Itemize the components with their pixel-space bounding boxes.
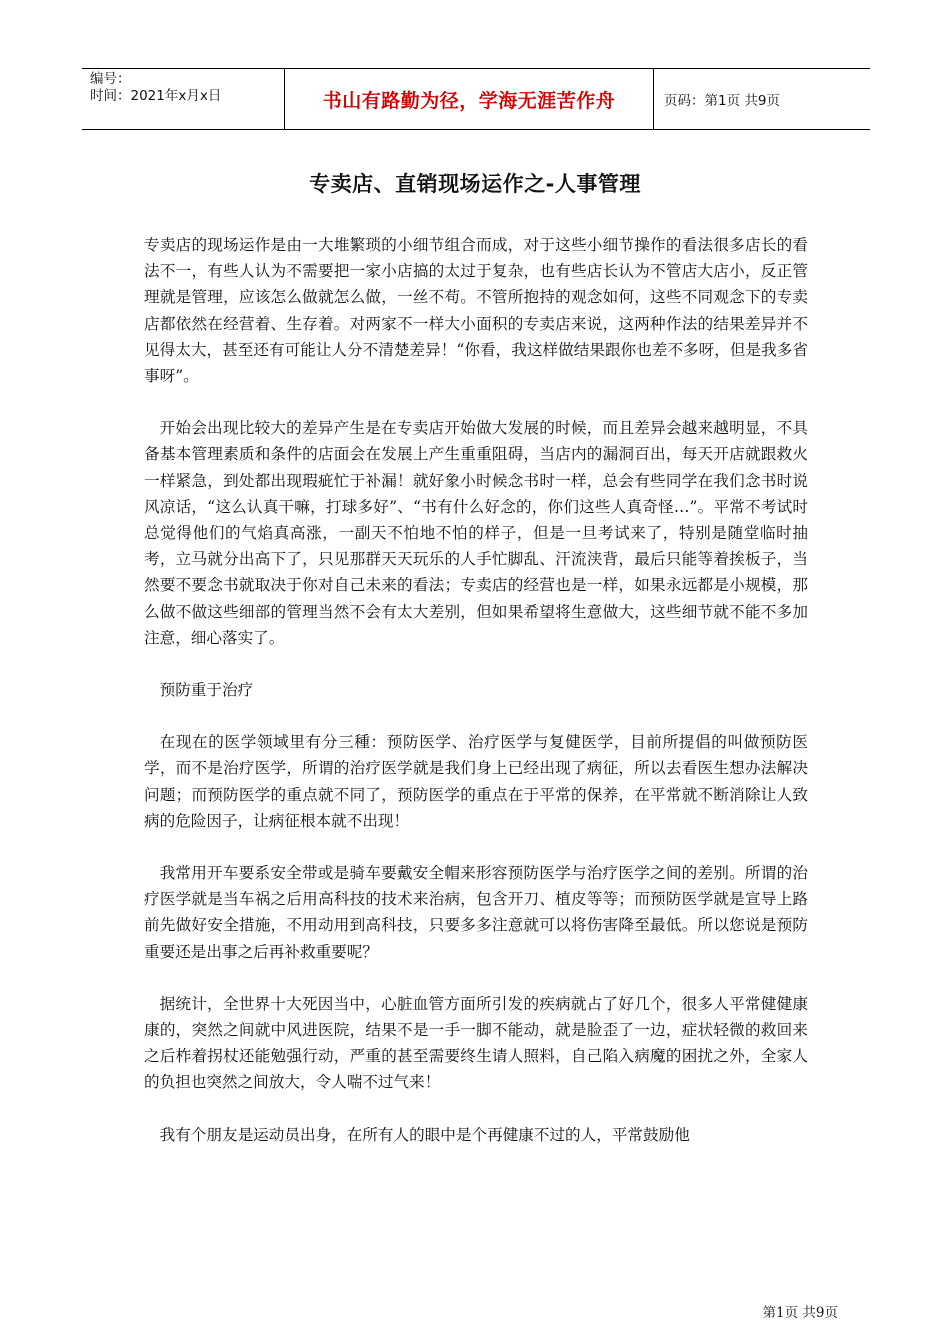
document-number-label: 编号： xyxy=(90,71,131,87)
section-heading: 预防重于治疗 xyxy=(159,681,254,700)
document-title: 专卖店、直销现场运作之-人事管理 xyxy=(309,172,641,196)
header-meta xyxy=(82,69,284,129)
paragraph: 专卖店的现场运作是由一大堆繁琐的小细节组合而成，对于这些小细节操作的看法很多店长的看法不一，有些人认为不需要把一家小店搞的太过于复杂，也有些店长认为不管店大店小，反正管理就是管理，应该怎么做就怎么做，一丝不苟。不管所抱持的观念如何，这些不同观念下的专卖店都依然在经营着、生存着。对两家不一样大小面积的专卖店来说，这两种作法的结果差异并不见得太大，甚至还有可能让人分不清楚差异！“你看，我这样做结果跟你也差不多呀，但是我多省事呀”。 xyxy=(144,236,808,386)
paragraph: 我有个朋友是运动员出身，在所有人的眼中是个再健康不过的人，平常鼓励他 xyxy=(159,1125,690,1144)
document-time-label: 时间：2021年x月x日 xyxy=(90,88,222,104)
header-motto-cell xyxy=(284,69,654,129)
header-page-cell xyxy=(654,69,870,129)
document-body xyxy=(144,232,808,1174)
header-page-info: 页码：第1页 共9页 xyxy=(664,93,780,109)
paragraph: 据统计，全世界十大死因当中，心脏血管方面所引发的疾病就占了好几个，很多人平常健健康康的，突然之间就中风进医院，结果不是一手一脚不能动，就是脸歪了一边，症状轻微的救回来之后柞着拐杖还能勉强行动，严重的甚至需要终生请人照料，自己陷入病魔的困扰之外，全家人的负担也突然之间放大，令人喘不过气来！ xyxy=(144,994,808,1092)
paragraph: 我常用开车要系安全带或是骑车要戴安全帽来形容预防医学与治疗医学之间的差别。所谓的治疗医学就是当车祸之后用高科技的技术来治病，包含开刀、植皮等等；而预防医学就是宣导上路前先做好安全措施，不用动用到高科技，只要多多注意就可以将伤害降至最低。所以您说是预防重要还是出事之后再补救重要呢？ xyxy=(144,864,808,961)
page-header xyxy=(82,68,870,130)
header-motto: 书山有路勤为径，学海无涯苦作舟 xyxy=(322,89,616,112)
paragraph: 开始会出现比较大的差异产生是在专卖店开始做大发展的时候，而且差异会越来越明显，不具备基本管理素质和条件的店面会在发展上产生重重阻碍，当店内的漏洞百出，每天开店就跟救火一样紧急，到处都出现瑕疵忙于补漏！就好象小时候念书时一样，总会有些同学在我们念书时说风凉话，“这么认真干嘛，打球多好”、“书有什么好念的，你们这些人真奇怪…”。平常不考试时总觉得他们的气焰真高涨，一副天不怕地不怕的样子，但是一旦考试来了，特别是随堂临时抽考，立马就分出高下了，只见那群天天玩乐的人手忙脚乱、汗流浃背，最后只能等着挨板子，当然要不要念书就取决于你对自己未来的看法；专卖店的经营也是一样，如果永远都是小规模，那么做不做这些细部的管理当然不会有太大差别，但如果希望将生意做大，这些细节就不能不多加注意，细心落实了。 xyxy=(144,419,808,647)
page-footer: 第1页 共9页 xyxy=(762,1305,838,1321)
paragraph: 在现在的医学领域里有分三種：预防医学、治疗医学与复健医学，目前所提倡的叫做预防医学，而不是治疗医学，所谓的治疗医学就是我们身上已经出现了病征，所以去看医生想办法解决问题；而预防医学的重点就不同了，预防医学的重点在于平常的保养，在平常就不断消除让人致病的危险因子，让病征根本就不出现！ xyxy=(144,733,808,830)
